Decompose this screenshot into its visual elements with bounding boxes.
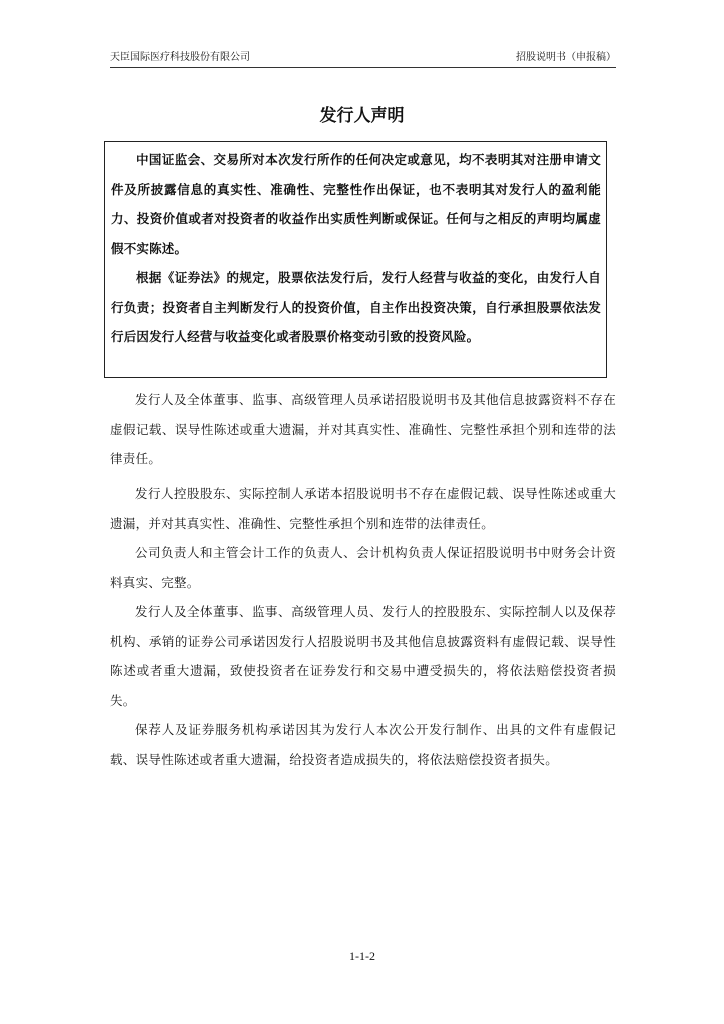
notice-paragraph-csrc: 中国证监会、交易所对本次发行所作的任何决定或意见，均不表明其对注册申请文件及所披露信息的真实性、准确性、完整性作出保证，也不表明其对发行人的盈利能力、投资价值或者对投资者的收益作出实质性判断或保证。任何与之相反的声明均属虚假不实陈述。 <box>111 152 601 256</box>
page-number: 1-1-2 <box>349 949 375 963</box>
statement-controlling-shareholder: 发行人控股股东、实际控制人承诺本招股说明书不存在虚假记载、误导性陈述或重大遗漏，并对其真实性、准确性、完整性承担个别和连带的法律责任。 <box>110 486 616 531</box>
statement-directors: 发行人及全体董事、监事、高级管理人员承诺招股说明书及其他信息披露资料不存在虚假记载、误导性陈述或重大遗漏，并对其真实性、准确性、完整性承担个别和连带的法律责任。 <box>110 392 616 466</box>
page-header <box>110 51 616 68</box>
header-company-name: 天臣国际医疗科技股份有限公司 <box>110 52 250 63</box>
statement-accounting: 公司负责人和主管会计工作的负责人、会计机构负责人保证招股说明书中财务会计资料真实、完整。 <box>110 545 616 590</box>
regulatory-notice-box <box>104 141 607 378</box>
statement-compensation: 发行人及全体董事、监事、高级管理人员、发行人的控股股东、实际控制人以及保荐机构、承销的证券公司承诺因发行人招股说明书及其他信息披露资料有虚假记载、误导性陈述或者重大遗漏，致使投资者在证券发行和交易中遭受损失的，将依法赔偿投资者损失。 <box>110 604 616 708</box>
statement-sponsor: 保荐人及证券服务机构承诺因其为发行人本次公开发行制作、出具的文件有虚假记载、误导性陈述或者重大遗漏，给投资者造成损失的，将依法赔偿投资者损失。 <box>110 722 616 767</box>
header-document-type: 招股说明书（申报稿） <box>516 52 616 63</box>
page-title: 发行人声明 <box>319 106 405 126</box>
notice-paragraph-securities-law: 根据《证券法》的规定，股票依法发行后，发行人经营与收益的变化，由发行人自行负责；投资者自主判断发行人的投资价值，自主作出投资决策，自行承担股票依法发行后因发行人经营与收益变化或者股票价格变动引致的投资风险。 <box>111 270 601 344</box>
